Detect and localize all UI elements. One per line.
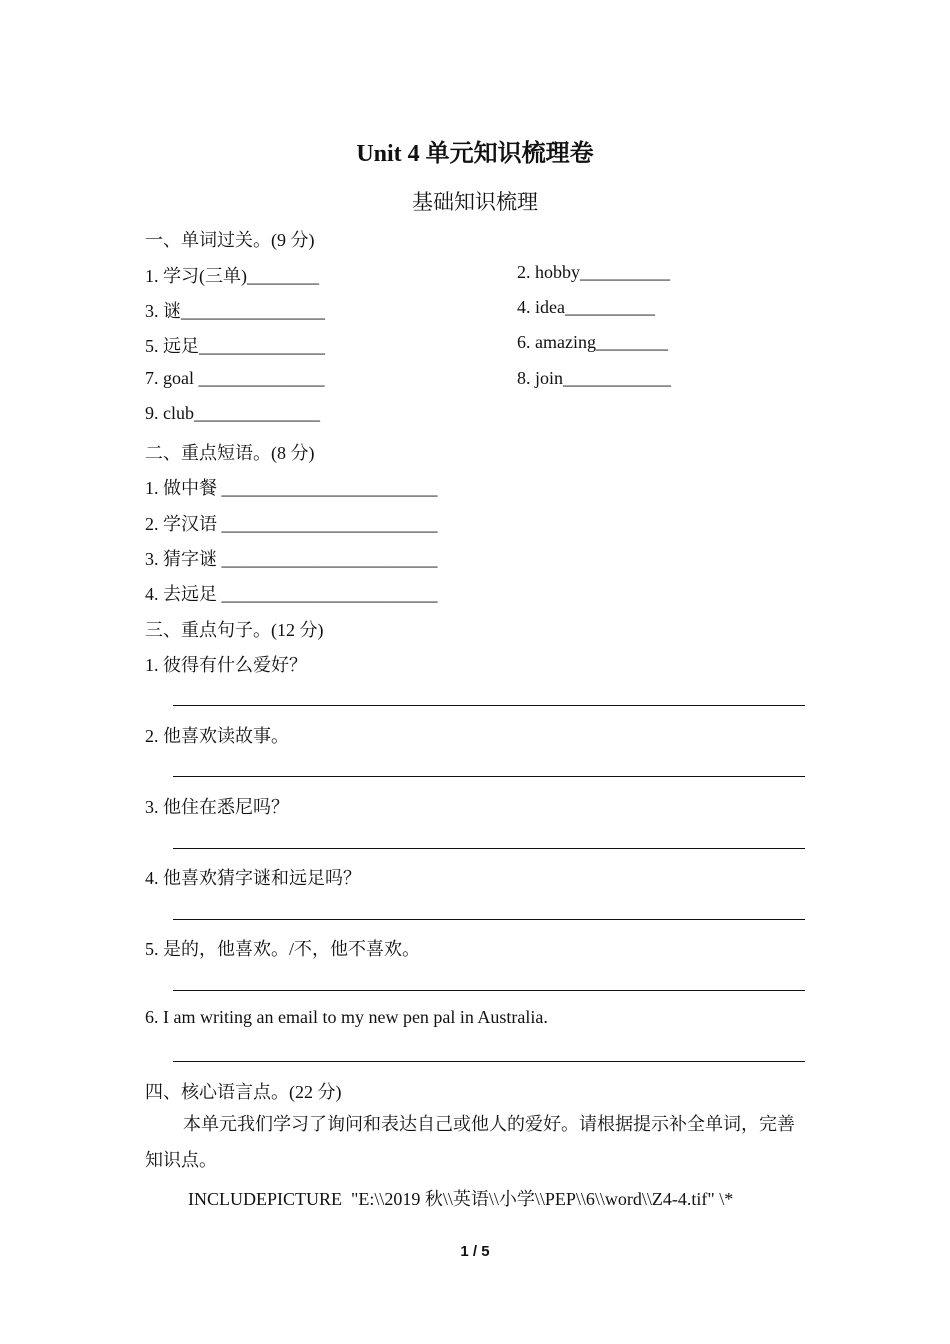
- word-item: 4. idea__________: [517, 297, 655, 317]
- phrase-item: 2. 学汉语 ________________________: [145, 514, 438, 534]
- sentence-item: 4. 他喜欢猜字谜和远足吗？: [145, 868, 361, 888]
- word-item: 9. club______________: [145, 403, 320, 423]
- phrase-item: 1. 做中餐 ________________________: [145, 478, 438, 498]
- sentence-item: 2. 他喜欢读故事。: [145, 726, 289, 746]
- section4-paragraph: 本单元我们学习了询问和表达自己或他人的爱好。请根据提示补全单词，完善知识点。: [145, 1114, 795, 1170]
- page-title: Unit 4 单元知识梳理卷: [356, 141, 594, 167]
- word-item: 7. goal ______________: [145, 368, 325, 388]
- page-number: 1 / 5: [460, 1243, 490, 1260]
- word-item: 2. hobby__________: [517, 262, 670, 282]
- section2-heading: 二、重点短语。(8 分): [145, 443, 315, 463]
- sentence-item: 3. 他住在悉尼吗？: [145, 797, 289, 817]
- answer-line: [173, 776, 805, 777]
- sentence-item: 5. 是的，他喜欢。/不，他不喜欢。: [145, 939, 420, 959]
- section1-heading: 一、单词过关。(9 分): [145, 230, 315, 250]
- word-item: 1. 学习(三单)________: [145, 266, 319, 286]
- answer-line: [173, 705, 805, 706]
- section4-heading: 四、核心语言点。(22 分): [145, 1082, 342, 1102]
- word-item: 6. amazing________: [517, 332, 668, 352]
- word-item: 3. 谜________________: [145, 301, 325, 321]
- sentence-item: 6. I am writing an email to my new pen pal in Australia.: [145, 1007, 548, 1027]
- word-item: 8. join____________: [517, 368, 672, 388]
- answer-line: [173, 919, 805, 920]
- phrase-item: 4. 去远足 ________________________: [145, 584, 438, 604]
- answer-line: [173, 848, 805, 849]
- section3-heading: 三、重点句子。(12 分): [145, 620, 324, 640]
- page-subtitle: 基础知识梳理: [412, 190, 538, 214]
- answer-line: [173, 990, 805, 991]
- sentence-item: 1. 彼得有什么爱好？: [145, 655, 307, 675]
- phrase-item: 3. 猜字谜 ________________________: [145, 549, 438, 569]
- word-item: 5. 远足______________: [145, 336, 325, 356]
- answer-line: [173, 1061, 805, 1062]
- include-picture-field: INCLUDEPICTURE "E:\\2019 秋\\英语\\小学\\PEP\\6\\word\\Z4-4.tif" \*: [188, 1189, 734, 1209]
